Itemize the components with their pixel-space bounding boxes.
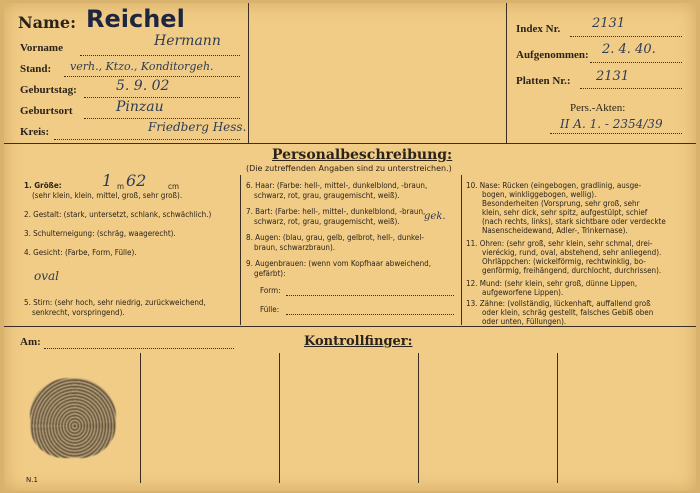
item-ohren: 11. Ohren: (sehr groß, sehr klein, sehr schmal, drei- bbox=[466, 239, 653, 248]
item-nase-c: Besonderheiten (Vorsprung, sehr groß, sehr bbox=[482, 199, 640, 208]
kreis-line bbox=[54, 139, 240, 140]
item-bart-cont: schwarz, rot, grau, graugemischt, weiß). bbox=[254, 217, 400, 226]
groesse-value-m: 1 bbox=[102, 171, 113, 190]
stand-label: Stand: bbox=[20, 63, 52, 75]
section-title: Personalbeschreibung: bbox=[272, 147, 453, 163]
item-zaehne-b: oder klein, schräg gestellt, falsches Gebiß oben bbox=[482, 308, 654, 317]
aufgenommen-label: Aufgenommen: bbox=[516, 49, 589, 61]
geburtstag-line bbox=[84, 97, 240, 98]
bottom-divider-4 bbox=[557, 353, 558, 483]
geburtstag-label: Geburtstag: bbox=[20, 84, 77, 96]
section-bottom-rule bbox=[4, 326, 696, 327]
col-divider-1 bbox=[240, 175, 241, 325]
akten-value: II A. 1. - 2354/39 bbox=[560, 117, 663, 131]
stand-line bbox=[64, 76, 240, 77]
aufgenommen-value: 2. 4. 40. bbox=[602, 42, 656, 57]
item-haar: 6. Haar: (Farbe: hell-, mittel-, dunkelblond, -braun, bbox=[246, 181, 428, 190]
kreis-value: Friedberg Hess. bbox=[148, 120, 247, 134]
item-stirn: 5. Stirn: (sehr hoch, sehr niedrig, zurückweichend, bbox=[24, 298, 206, 307]
item-ohren-d: genförmig, freihängend, durchlocht, durchrissen). bbox=[482, 266, 662, 275]
index-value: 2131 bbox=[592, 16, 626, 31]
item-augenbrauen: 9. Augenbrauen: (wenn vom Kopfhaar abweichend, bbox=[246, 259, 432, 268]
item-nase-b: bogen, winkliggebogen, wellig). bbox=[482, 190, 597, 199]
stamp-mark: N.1 bbox=[26, 476, 38, 484]
name-label: Name: bbox=[18, 13, 77, 32]
akten-label: Pers.-Akten: bbox=[570, 102, 626, 114]
platten-line bbox=[580, 88, 682, 89]
registration-card bbox=[4, 3, 696, 491]
index-line bbox=[570, 36, 682, 37]
fingerprint-image bbox=[30, 378, 116, 458]
akten-line bbox=[550, 133, 682, 134]
item-zaehne-c: oder unten, Füllungen). bbox=[482, 317, 567, 326]
item-mund: 12. Mund: (sehr klein, sehr groß, dünne Lippen, bbox=[466, 279, 638, 288]
vorname-label: Vorname bbox=[20, 42, 63, 54]
form-line bbox=[286, 295, 454, 296]
fuelle-line bbox=[286, 314, 454, 315]
item-ohren-c: Ohrläppchen: (wickelförmig, rechtwinklig, bo- bbox=[482, 257, 646, 266]
item-1-unit-cm: cm bbox=[168, 182, 179, 191]
bottom-divider-1 bbox=[140, 353, 141, 483]
geburtsort-value: Pinzau bbox=[116, 99, 164, 115]
stand-value: verh., Ktzo., Konditorgeh. bbox=[70, 60, 214, 73]
col-divider-2 bbox=[461, 175, 462, 325]
item-nase-f: Nasenscheidewand, Adler-, Trinkernase). bbox=[482, 226, 628, 235]
item-stirn-cont: senkrecht, vorspringend). bbox=[32, 308, 125, 317]
am-label: Am: bbox=[20, 336, 41, 348]
form-label: Form: bbox=[260, 286, 281, 295]
name-value: Reichel bbox=[86, 5, 185, 33]
item-1-label: 1. Größe: bbox=[24, 181, 62, 190]
aufgenommen-line bbox=[590, 62, 682, 63]
item-augen-cont: braun, schwarzbraun). bbox=[254, 243, 336, 252]
item-gesicht: 4. Gesicht: (Farbe, Form, Fülle). bbox=[24, 248, 137, 257]
bottom-divider-3 bbox=[418, 353, 419, 483]
item-ohren-b: vieréckig, rund, oval, abstehend, sehr anliegend). bbox=[482, 248, 662, 257]
item-bart: 7. Bart: (Farbe: hell-, mittel-, dunkelblond, -braun, bbox=[246, 207, 426, 216]
item-mund-b: aufgeworfene Lippen). bbox=[482, 288, 564, 297]
geburtstag-value: 5. 9. 02 bbox=[116, 78, 170, 94]
bottom-divider-2 bbox=[279, 353, 280, 483]
item-1-unit-m: m bbox=[117, 182, 125, 191]
index-label: Index Nr. bbox=[516, 23, 561, 35]
geburtsort-line bbox=[84, 118, 240, 119]
vorname-value: Hermann bbox=[154, 33, 221, 49]
item-1-options: (sehr klein, klein, mittel, groß, sehr groß). bbox=[32, 191, 183, 200]
item-nase: 10. Nase: Rücken (eingebogen, gradlinig, ausge- bbox=[466, 181, 642, 190]
gesicht-value: oval bbox=[34, 269, 59, 283]
kreis-label: Kreis: bbox=[20, 126, 50, 138]
geburtsort-label: Geburtsort bbox=[20, 105, 73, 117]
item-nase-e: (nach rechts, links), stark sichtbare oder verdeckte bbox=[482, 217, 666, 226]
vorname-line bbox=[80, 55, 240, 56]
item-nase-d: klein, sehr dick, sehr spitz, aufgestülpt, schief bbox=[482, 208, 648, 217]
kontrollfinger-title: Kontrollfinger: bbox=[304, 334, 413, 349]
item-zaehne: 13. Zähne: (vollständig, lückenhaft, auffallend groß bbox=[466, 299, 651, 308]
item-schulterneigung: 3. Schulterneigung: (schräg, waagerecht). bbox=[24, 229, 176, 238]
header-bottom-rule bbox=[4, 143, 696, 144]
item-gestalt: 2. Gestalt: (stark, untersetzt, schlank, schwächlich.) bbox=[24, 210, 212, 219]
groesse-value-cm: 62 bbox=[126, 171, 147, 190]
section-subtitle: (Die zutreffenden Angaben sind zu unterstreichen.) bbox=[246, 164, 452, 173]
item-augenbrauen-cont: gefärbt): bbox=[254, 269, 286, 278]
header-left-divider bbox=[248, 3, 249, 143]
platten-label: Platten Nr.: bbox=[516, 75, 571, 87]
item-augen: 8. Augen: (blau, grau, gelb, gelbrot, hell-, dunkel- bbox=[246, 233, 424, 242]
header-right-divider bbox=[506, 3, 507, 143]
item-groesse bbox=[24, 181, 179, 191]
am-line bbox=[44, 348, 234, 349]
fuelle-label: Fülle: bbox=[260, 305, 280, 314]
item-haar-cont: schwarz, rot, grau, graugemischt, weiß). bbox=[254, 191, 400, 200]
bart-value: gek. bbox=[424, 211, 446, 222]
platten-value: 2131 bbox=[596, 69, 630, 84]
